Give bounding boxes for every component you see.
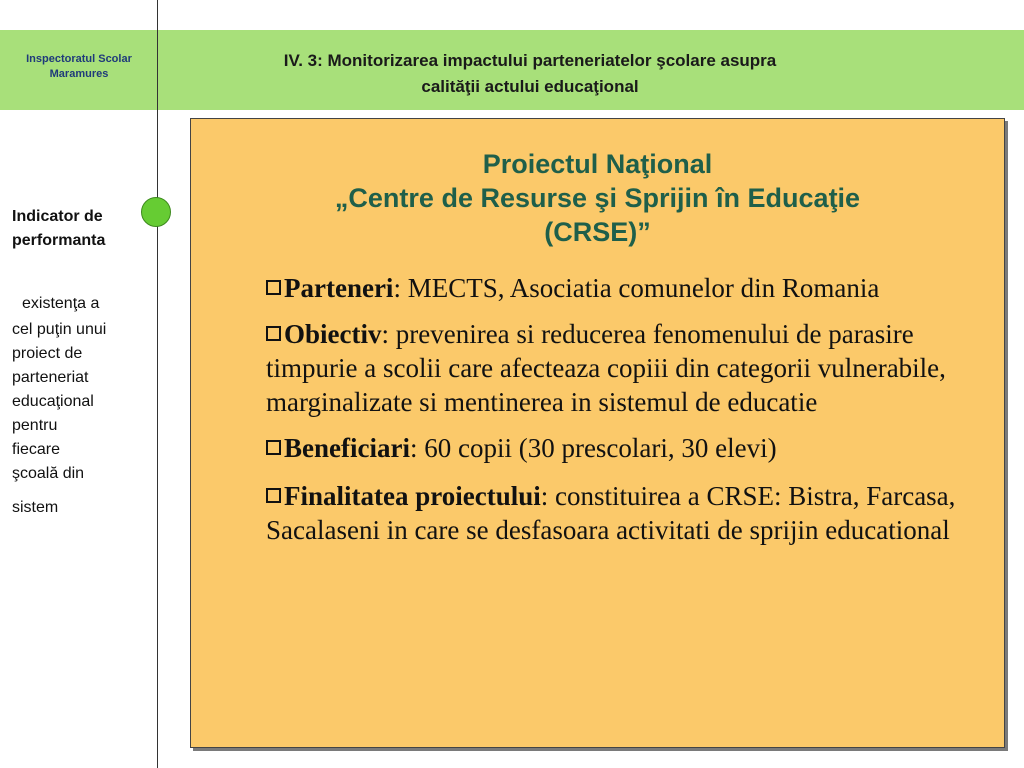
panel-title-line3: (CRSE)” [544,217,651,247]
sidebar-line: pentru [12,417,58,434]
sidebar-line: sistem [12,499,59,516]
slide-title-line2: calităţii actului educaţional [421,77,639,96]
bullet-label: Beneficiari [284,433,410,463]
panel-title-line2: „Centre de Resurse şi Sprijin în Educaţie [334,183,861,213]
checkbox-bullet-icon [266,488,281,503]
checkbox-bullet-icon [266,280,281,295]
slide-title [200,48,860,100]
sidebar-line: proiect de [12,345,83,362]
sidebar-heading [12,205,152,253]
sidebar-line: cel puţin unui [12,321,107,338]
sidebar-description [12,292,152,520]
sidebar-line: existenţa a [22,295,100,312]
bullet-text: : MECTS, Asociatia comunelor din Romania [393,273,880,303]
bullet-label: Obiectiv [284,319,382,349]
panel-title [191,147,1004,249]
org-name-line1: Inspectoratul Scolar [26,53,132,65]
bullet-text: : constituirea a CRSE: Bistra, Farcasa, Sacalaseni in care se desfasoara activitati de sprijin educational [266,481,956,545]
bullet-label: Parteneri [284,273,394,303]
sidebar-line: parteneriat [12,369,89,386]
sidebar-line: şcoală din [12,465,85,482]
org-name-line2: Maramures [49,68,109,80]
panel-title-line1: Proiectul Naţional [482,149,713,179]
organization-name [0,52,158,82]
bullet-label: Finalitatea proiectului [284,481,541,511]
slide-title-line1: IV. 3: Monitorizarea impactului parteneriatelor şcolare asupra [283,51,777,70]
bullet-list [266,271,966,559]
vertical-divider [157,0,158,768]
checkbox-bullet-icon [266,440,281,455]
sidebar-line: fiecare [12,441,61,458]
bullet-text: : prevenirea si reducerea fenomenului de parasire timpurie a scolii care afecteaza copiii din categorii vulnerabile, marginalizate si mentinerea in sistemul de educatie [266,319,946,417]
sidebar-line: educaţional [12,393,94,410]
bullet-parteneri [266,271,966,305]
content-panel [190,118,1005,748]
sidebar-heading-line1: Indicator de [12,208,103,225]
bullet-text: : 60 copii (30 prescolari, 30 elevi) [409,433,777,463]
bullet-finalitatea [266,479,966,547]
sidebar-heading-line2: performanta [12,232,106,249]
bullet-beneficiari [266,431,966,465]
bullet-obiectiv [266,317,966,419]
checkbox-bullet-icon [266,326,281,341]
